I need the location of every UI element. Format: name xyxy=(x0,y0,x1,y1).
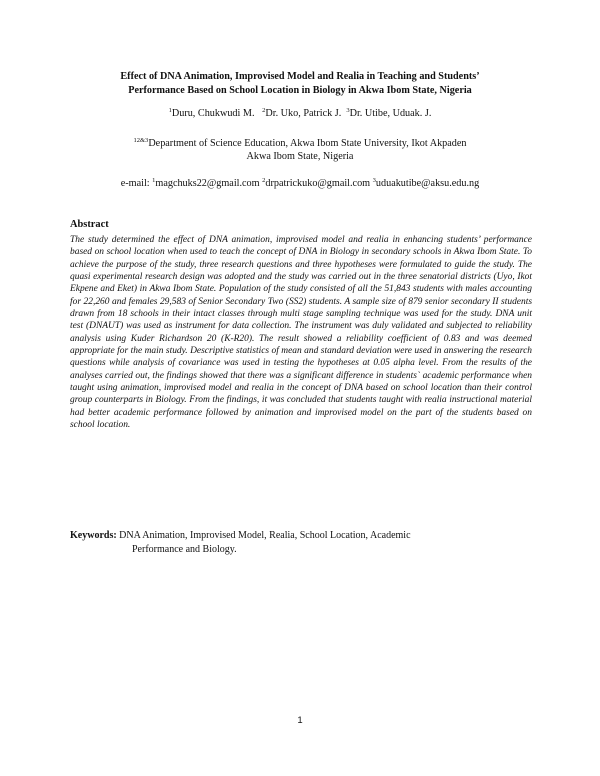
keywords-line-1: DNA Animation, Improvised Model, Realia, School Location, Academic xyxy=(119,530,411,541)
abstract-body: The study determined the effect of DNA animation, improvised model and realia in enhancing students’ performance based on school location when used to teach the concept of DNA in Biology in secondary schools in Akwa Ibom State. To achieve the purpose of the study, three research questions and three hypotheses were formulated to guide the study. The quasi experimental research design was adopted and the study was carried out in the three senatorial districts (Uyo, Ikot Ekpene and Eket) in Akwa Ibom State. Population of the study consisted of all the 51,843 students with males accounting for 22,260 and females 29,583 of Senior Secondary Two (SS2) students. A sample size of 879 senior secondary II students drawn from 18 schools in their intact classes through multi stage sampling technique was used for the study. DNA unit test (DNAUT) was used as instrument for data collection. The instrument was duly validated and subjected to reliability analysis using Kuder Richardson 20 (K-R20). The result showed a reliability coefficient of 0.83 and was deemed appropriate for the main study. Descriptive statistics of mean and standard deviation were used in answering the research questions while analysis of covariance was used in testing the hypotheses at 0.05 alpha level. From the results of the analyses carried out, the findings showed that there was a significant difference in students` academic performance when taught using animation, improvised model and realia in the concept of DNA based on school location than their control group counterparts in Biology. From the findings, it was concluded that students taught with realia instructional material had better academic performance followed by animation and improvised model on the part of the students based on school location. xyxy=(70,235,532,431)
author-1 xyxy=(169,108,255,119)
page-number: 1 xyxy=(297,715,303,726)
author-3-name: Dr. Utibe, Uduak. J. xyxy=(349,108,432,119)
title-line-2: Performance Based on School Location in Biology in Akwa Ibom State, Nigeria xyxy=(128,85,472,96)
author-1-name: Duru, Chukwudi M. xyxy=(171,108,255,119)
email-2-sup: 2 xyxy=(262,177,266,184)
keywords-label: Keywords: xyxy=(70,530,117,541)
affiliation-line-2: Akwa Ibom State, Nigeria xyxy=(246,151,354,162)
keywords-block xyxy=(70,529,470,557)
keywords-line-2: Performance and Biology. xyxy=(132,544,237,555)
affiliation-line-1 xyxy=(60,137,540,150)
email-line xyxy=(60,177,540,190)
author-2 xyxy=(262,108,341,119)
email-1-sup: 1 xyxy=(152,177,156,184)
email-2-link[interactable]: drpatrickuko@gmail.com xyxy=(265,178,371,189)
email-1-link[interactable]: magchuks22@gmail.com xyxy=(155,178,260,189)
email-label: e-mail: xyxy=(120,178,150,189)
author-3 xyxy=(346,108,431,119)
abstract-heading: Abstract xyxy=(70,219,109,230)
author-2-name: Dr. Uko, Patrick J. xyxy=(265,108,342,119)
paper-title xyxy=(60,70,540,98)
author-2-sup: 2 xyxy=(262,107,266,114)
email-3-link[interactable]: uduakutibe@aksu.edu.ng xyxy=(375,178,480,189)
author-1-sup: 1 xyxy=(168,107,172,114)
affiliation-sup: 12&3 xyxy=(133,137,149,144)
author-list xyxy=(60,107,540,120)
title-line-1: Effect of DNA Animation, Improvised Model and Realia in Teaching and Students’ xyxy=(120,71,480,82)
email-3-sup: 3 xyxy=(372,177,376,184)
affiliation-text-1: Department of Science Education, Akwa Ibom State University, Ikot Akpaden xyxy=(148,138,467,149)
affiliation xyxy=(60,137,540,163)
author-3-sup: 3 xyxy=(346,107,350,114)
